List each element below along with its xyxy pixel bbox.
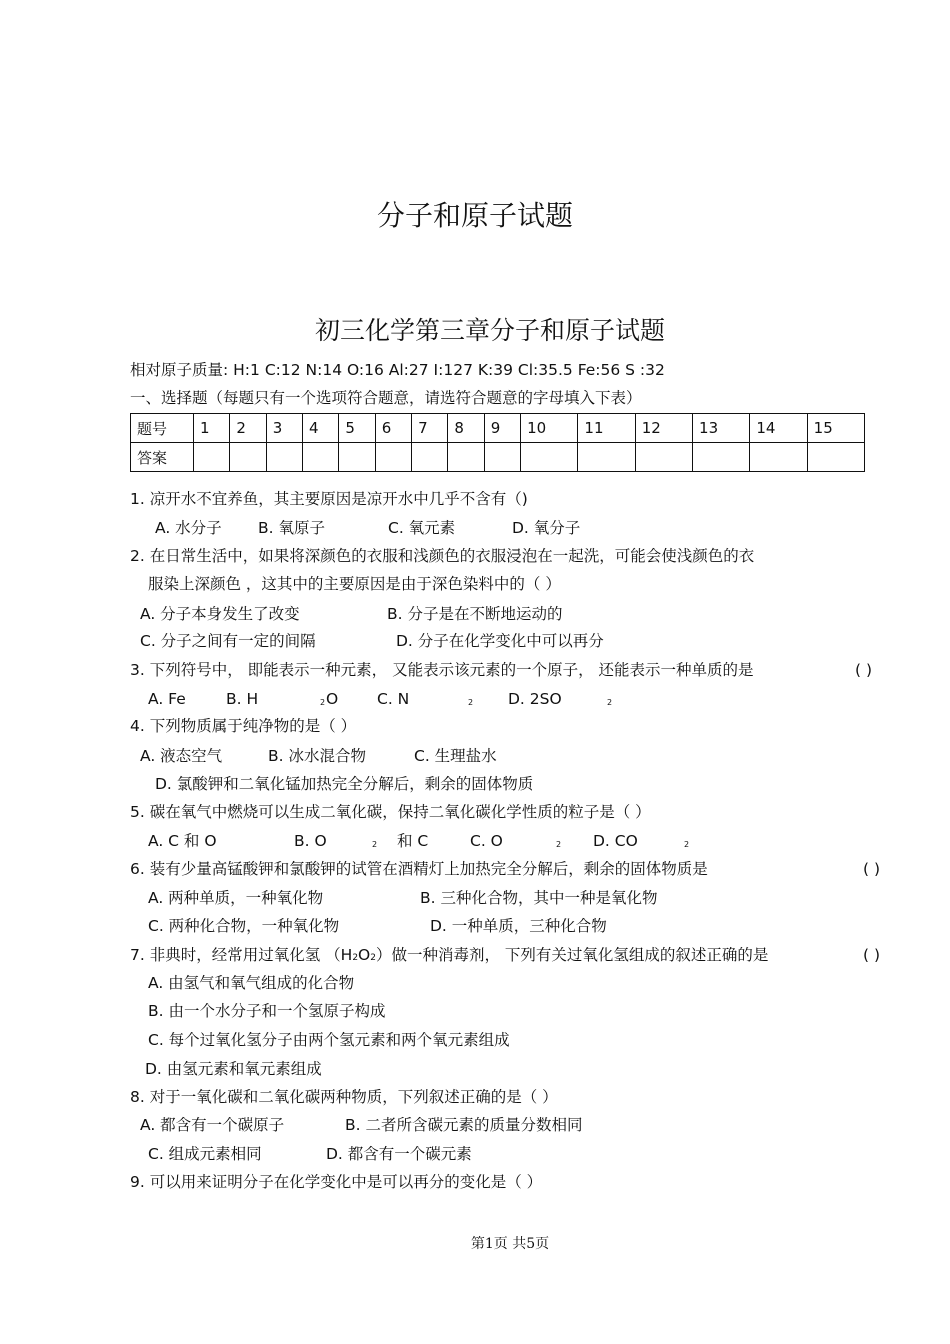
option-b-tail: 和 C <box>397 832 429 850</box>
question-9-stem: 9. 可以用来证明分子在化学变化中是可以再分的变化是（ ） <box>130 1173 543 1191</box>
question-4-stem: 4. 下列物质属于纯净物的是（ ） <box>130 717 357 735</box>
question-number: 3 <box>266 414 302 443</box>
subscript: 2 <box>468 698 474 707</box>
option-a: A. 分子本身发生了改变 <box>140 605 300 623</box>
subscript: 2 <box>372 840 378 849</box>
answer-cell[interactable] <box>194 443 230 472</box>
answer-cell[interactable] <box>807 443 864 472</box>
question-number: 14 <box>750 414 807 443</box>
question-5-stem: 5. 碳在氧气中燃烧可以生成二氧化碳，保持二氧化碳化学性质的粒子是（ ） <box>130 803 651 821</box>
question-number: 8 <box>448 414 484 443</box>
question-number: 4 <box>303 414 339 443</box>
option-c: C. 组成元素相同 <box>148 1145 262 1163</box>
question-number: 6 <box>375 414 411 443</box>
exam-title: 初三化学第三章分子和原子试题 <box>314 316 665 345</box>
answer-cell[interactable] <box>303 443 339 472</box>
question-number: 9 <box>484 414 520 443</box>
answer-cell[interactable] <box>266 443 302 472</box>
option-c: C. 每个过氧化氢分子由两个氢元素和两个氧元素组成 <box>148 1031 510 1049</box>
answer-table <box>130 413 865 472</box>
stem-text: ）做一种消毒剂， 下列有关过氧化氢组成的叙述正确的是 <box>375 946 769 964</box>
question-number: 2 <box>230 414 266 443</box>
subscript: 2 <box>607 698 613 707</box>
table-row <box>131 443 865 472</box>
question-number: 11 <box>578 414 635 443</box>
option-d: D. 一种单质，三种化合物 <box>430 917 607 935</box>
option-a: A. 水分子 <box>155 519 222 537</box>
subscript: 2 <box>684 840 690 849</box>
answer-cell[interactable] <box>578 443 635 472</box>
option-d: D. 都含有一个碳元素 <box>326 1145 472 1163</box>
answer-cell[interactable] <box>339 443 375 472</box>
question-number: 13 <box>693 414 750 443</box>
atomic-mass-line: 相对原子质量: H:1 C:12 N:14 O:16 Al:27 I:127 K:39 Cl:35.5 Fe:56 S :32 <box>130 361 665 379</box>
subscript: 2 <box>556 840 562 849</box>
option-c: C. 氧元素 <box>388 519 456 537</box>
answer-cell[interactable] <box>375 443 411 472</box>
option-a: A. 液态空气 <box>140 747 223 765</box>
option-d: D. 氧分子 <box>512 519 581 537</box>
row-label: 题号 <box>131 414 194 443</box>
answer-cell[interactable] <box>750 443 807 472</box>
answer-paren: ( ) <box>863 860 881 878</box>
stem-text: O <box>358 946 371 964</box>
answer-cell[interactable] <box>484 443 520 472</box>
option-b: B. 二者所含碳元素的质量分数相同 <box>345 1116 583 1134</box>
answer-cell[interactable] <box>521 443 578 472</box>
option-a: A. 都含有一个碳原子 <box>140 1116 285 1134</box>
question-number: 15 <box>807 414 864 443</box>
option-d: D. CO <box>593 832 638 850</box>
answer-cell[interactable] <box>230 443 266 472</box>
option-c: C. N <box>377 690 410 708</box>
stem-text: 7. 非典时，经常用过氧化氢 （H <box>130 946 353 964</box>
subscript: 2 <box>352 953 359 963</box>
option-b: B. 冰水混合物 <box>268 747 366 765</box>
option-b: B. 三种化合物，其中一种是氧化物 <box>420 889 658 907</box>
option-a: A. C 和 O <box>148 832 217 850</box>
question-3-stem: 3. 下列符号中， 即能表示一种元素， 又能表示该元素的一个原子， 还能表示一种单质的是 <box>130 661 754 679</box>
table-row <box>131 414 865 443</box>
option-a: A. 由氢气和氧气组成的化合物 <box>148 974 355 992</box>
option-c: C. O <box>470 832 503 850</box>
subscript: 2 <box>370 953 376 963</box>
option-c: C. 生理盐水 <box>414 747 497 765</box>
question-1-stem: 1. 凉开水不宜养鱼，其主要原因是凉开水中几乎不含有（) <box>130 490 528 508</box>
subscript: 2 <box>320 698 326 707</box>
question-number: 10 <box>521 414 578 443</box>
option-d: D. 2SO <box>508 690 562 708</box>
option-b-tail: O <box>326 690 339 708</box>
question-2-stem: 2. 在日常生活中，如果将深颜色的衣服和浅颜色的衣服浸泡在一起洗，可能会使浅颜色的衣 <box>130 547 755 565</box>
answer-cell[interactable] <box>693 443 750 472</box>
option-d: D. 分子在化学变化中可以再分 <box>396 632 604 650</box>
option-b: B. 氧原子 <box>258 519 325 537</box>
question-8-stem: 8. 对于一氧化碳和二氧化碳两种物质，下列叙述正确的是（ ） <box>130 1088 558 1106</box>
option-d: D. 氯酸钾和二氧化锰加热完全分解后，剩余的固体物质 <box>155 775 534 793</box>
question-number: 5 <box>339 414 375 443</box>
answer-cell[interactable] <box>448 443 484 472</box>
option-d: D. 由氢元素和氧元素组成 <box>145 1060 322 1078</box>
question-2-stem-cont: 服染上深颜色 ，这其中的主要原因是由于深色染料中的（ ） <box>148 575 561 593</box>
answer-paren: ( ) <box>863 946 881 964</box>
option-b: B. 由一个水分子和一个氢原子构成 <box>148 1002 386 1020</box>
answer-cell[interactable] <box>412 443 448 472</box>
option-c: C. 两种化合物，一种氧化物 <box>148 917 340 935</box>
option-a: A. Fe <box>148 690 186 708</box>
answer-paren: ( ) <box>855 661 873 679</box>
question-number: 1 <box>194 414 230 443</box>
page-title: 分子和原子试题 <box>376 199 573 232</box>
answer-cell[interactable] <box>635 443 692 472</box>
question-number: 7 <box>412 414 448 443</box>
option-a: A. 两种单质，一种氧化物 <box>148 889 324 907</box>
question-6-stem: 6. 装有少量高锰酸钾和氯酸钾的试管在酒精灯上加热完全分解后，剩余的固体物质是 <box>130 860 708 878</box>
option-b: B. 分子是在不断地运动的 <box>387 605 563 623</box>
option-c: C. 分子之间有一定的间隔 <box>140 632 316 650</box>
section-heading: 一、选择题（每题只有一个选项符合题意，请选符合题意的字母填入下表） <box>130 389 642 407</box>
question-number: 12 <box>635 414 692 443</box>
page-footer: 第1页 共5页 <box>470 1236 550 1252</box>
row-label: 答案 <box>131 443 194 472</box>
option-b: B. O <box>294 832 327 850</box>
question-7-stem <box>130 945 768 968</box>
option-b: B. H <box>226 690 259 708</box>
